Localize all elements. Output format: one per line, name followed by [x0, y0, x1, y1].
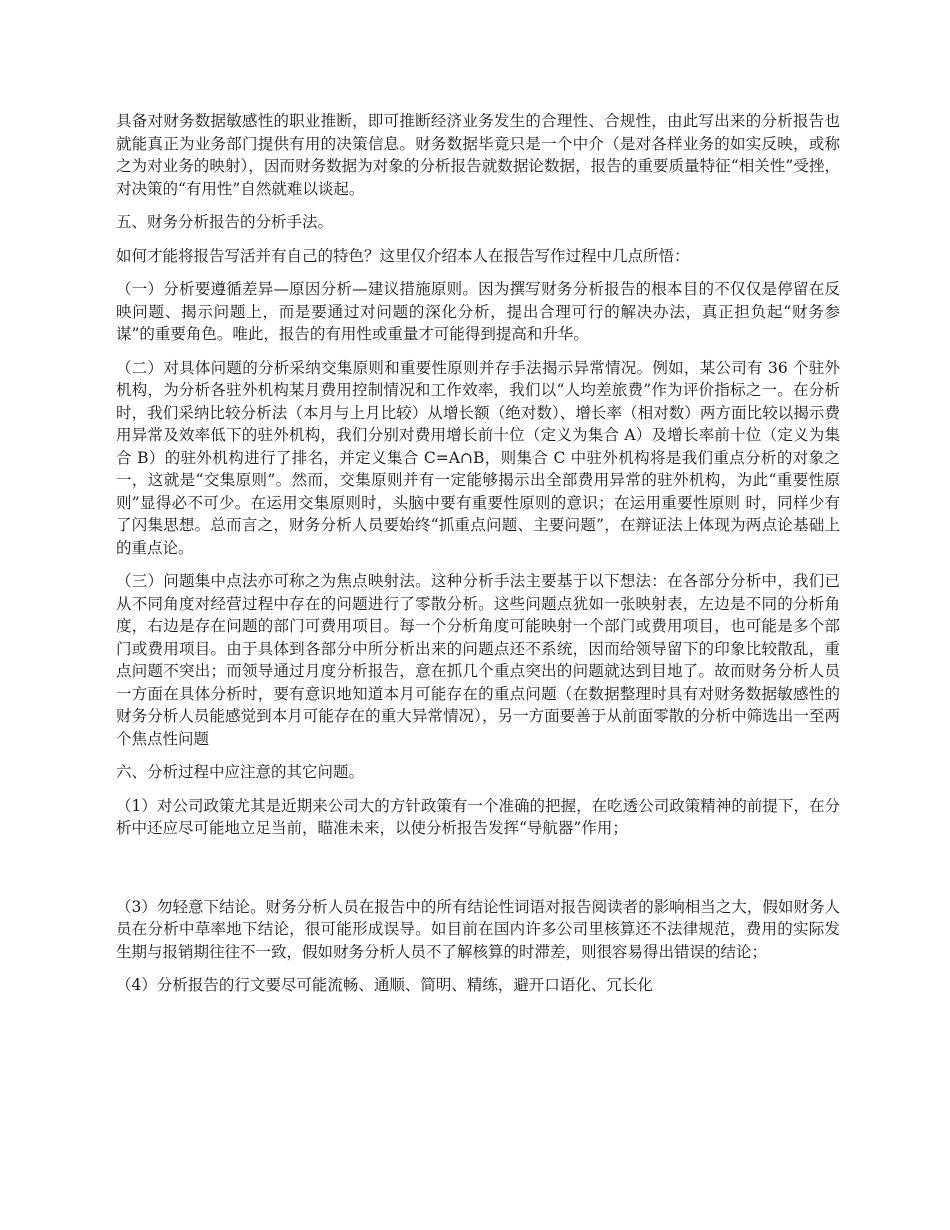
document-body — [116, 110, 840, 1008]
paragraph-note-3: （3）勿轻意下结论。财务分析人员在报告中的所有结论性词语对报告阅读者的影响相当之大，假如财务人员在分析中草率地下结论，很可能形成误导。如目前在国内许多公司里核算还不法律规范，费用的实际发生期与报销期往往不一致，假如财务分析人员不了解核算的时滞差，则很容易得出错误的结论； — [116, 897, 840, 961]
paragraph-note-1: （1）对公司政策尤其是近期来公司大的方针政策有一个准确的把握，在吃透公司政策精神的前提下，在分析中还应尽可能地立足当前，瞄准未来，以使分析报告发挥“导航器”作用； — [116, 796, 840, 837]
paragraph-intro: 具备对财务数据敏感性的职业推断，即可推断经济业务发生的合理性、合规性，由此写出来的分析报告也就能真正为业务部门提供有用的决策信息。财务数据毕竟只是一个中介（是对各样业务的如实反映，或称之为对业务的映射），因而财务数据为对象的分析报告就数据论数据，报告的重要质量特征“相关性”受挫，对决策的“有用性”自然就难以谈起。 — [116, 112, 840, 198]
paragraph-how-to: 如何才能将报告写活并有自己的特色？这里仅介绍本人在报告写作过程中几点所悟： — [116, 246, 690, 265]
paragraph-item-2: （二）对具体问题的分析采纳交集原则和重要性原则并存手法揭示异常情况。例如，某公司有 36 个驻外机构，为分析各驻外机构某月费用控制情况和工作效率，我们以“人均差旅费”作为评价指标之一。在分析时，我们采纳比较分析法（本月与上月比较）从增长额（绝对数）、增长率（相对数）两方面比较以揭示费用异常及效率低下的驻外机构，我们分别对费用增长前十位（定义为集合 A）及增长率前十位（定义为集合 B）的驻外机构进行了排名，并定义集合 C=A∩B，则集合 C 中驻外机构将是我们重点分析的对象之一，这就是“交集原则”。然而，交集原则并有一定能够揭示出全部费用异常的驻外机构，为此“重要性原则”显得必不可少。在运用交集原则时，头脑中要有重要性原则的意识；在运用重要性原则 时，同样少有了闪集思想。总而言之，财务分析人员要始终“抓重点问题、主要问题”，在辩证法上体现为两点论基础上的重点论。 — [116, 358, 840, 557]
paragraph-note-4: （4）分析报告的行文要尽可能流畅、通顺、简明、精练，避开口语化、冗长化 — [116, 976, 653, 994]
section-heading-5: 五、财务分析报告的分析手法。 — [116, 213, 334, 231]
blank-gap — [116, 851, 840, 896]
paragraph-item-1: （一）分析要遵循差异—原因分析—建议措施原则。因为撰写财务分析报告的根本目的不仅仅是停留在反映问题、揭示问题上，而是要通过对问题的深化分析，提出合理可行的解决办法，真正担负起“财务参谋”的重要角色。唯此，报告的有用性或重量才可能得到提高和升华。 — [116, 280, 840, 343]
section-heading-6: 六、分析过程中应注意的其它问题。 — [116, 763, 365, 781]
paragraph-item-3: （三）问题集中点法亦可称之为焦点映射法。这种分析手法主要基于以下想法：在各部分分析中，我们已从不同角度对经营过程中存在的问题进行了零散分析。这些问题点犹如一张映射表，左边是不同的分析角度，右边是存在问题的部门可费用项目。每一个分析角度可能映射一个部门或费用项目，也可能是多个部门或费用项目。由于具体到各部分中所分析出来的问题点还不系统，因而给领导留下的印象比较散乱，重点问题不突出；而领导通过月度分析报告，意在抓几个重点突出的问题就达到目地了。故而财务分析人员一方面在具体分析时，要有意识地知道本月可能存在的重点问题（在数据整理时具有对财务数据敏感性的财务分析人员能感觉到本月可能存在的重大异常情况），另一方面要善于从前面零散的分析中筛选出一至两个焦点性问题 — [116, 572, 840, 748]
